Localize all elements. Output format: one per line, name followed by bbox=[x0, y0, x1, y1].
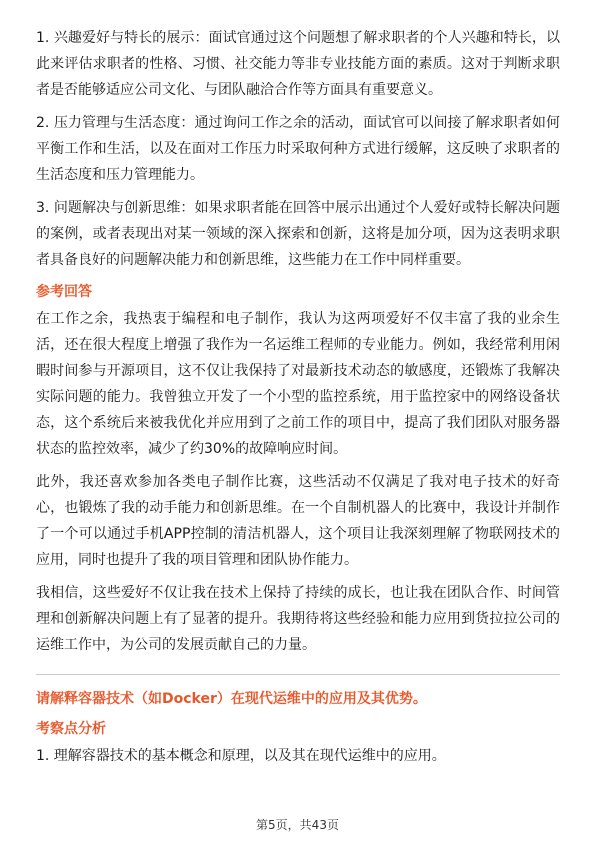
reference-paragraph-1: 在工作之余，我热衷于编程和电子制作，我认为这两项爱好不仅丰富了我的业余生活，还在很大程度上增强了我作为一名运维工程师的专业能力。例如，我经常利用闲暇时间参与开源项目，这不仅让我保持了对最新技术动态的敏感度，还锻炼了我解决实际问题的能力。我曾独立开发了一个小型的监控系统，用于监控家中的网络设备状态，这个系统后来被我优化并应用到了之前工作的项目中，提高了我们团队对服务器状态的监控效率，减少了约30%的故障响应时间。 bbox=[36, 311, 560, 457]
analysis-item-2: 2. 压力管理与生活态度：通过询问工作之余的活动，面试官可以间接了解求职者如何平衡工作和生活，以及在面对工作压力时采取何种方式进行缓解，这反映了求职者的生活态度和压力管理能力。 bbox=[36, 115, 560, 183]
question-title: 请解释容器技术（如Docker）在现代运维中的应用及其优势。 bbox=[36, 691, 427, 707]
reference-paragraph-2: 此外，我还喜欢参加各类电子制作比赛，这些活动不仅满足了我对电子技术的好奇心，也锻炼了我的动手能力和创新思维。在一个自制机器人的比赛中，我设计并制作了一个可以通过手机APP控制的清洁机器人，这个项目让我深刻理解了物联网技术的应用，同时也提升了我的项目管理和团队协作能力。 bbox=[36, 474, 560, 568]
document-page bbox=[36, 25, 560, 772]
reference-paragraph-3: 我相信，这些爱好不仅让我在技术上保持了持续的成长，也让我在团队合作、时间管理和创新解决问题上有了显著的提升。我期待将这些经验和能力应用到货拉拉公司的运维工作中，为公司的发展贡献自己的力量。 bbox=[36, 585, 560, 653]
section-divider bbox=[36, 674, 560, 675]
analysis-item-1: 1. 兴趣爱好与特长的展示：面试官通过这个问题想了解求职者的个人兴趣和特长，以此来评估求职者的性格、习惯、社交能力等非专业技能方面的素质。这对于判断求职者是否能够适应公司文化、与团队融洽合作等方面具有重要意义。 bbox=[36, 30, 560, 98]
page-number: 第5页，共43页 bbox=[256, 818, 339, 832]
reference-answer-heading: 参考回答 bbox=[36, 284, 92, 300]
question-analysis-item-1: 1. 理解容器技术的基本概念和原理，以及其在现代运维中的应用。 bbox=[36, 748, 446, 764]
analysis-heading: 考察点分析 bbox=[36, 721, 106, 737]
analysis-item-3: 3. 问题解决与创新思维：如果求职者能在回答中展示出通过个人爱好或特长解决问题的案例，或者表现出对某一领域的深入探索和创新，这将是加分项，因为这表明求职者具备良好的问题解决能力和创新思维，这些能力在工作中同样重要。 bbox=[36, 200, 560, 268]
